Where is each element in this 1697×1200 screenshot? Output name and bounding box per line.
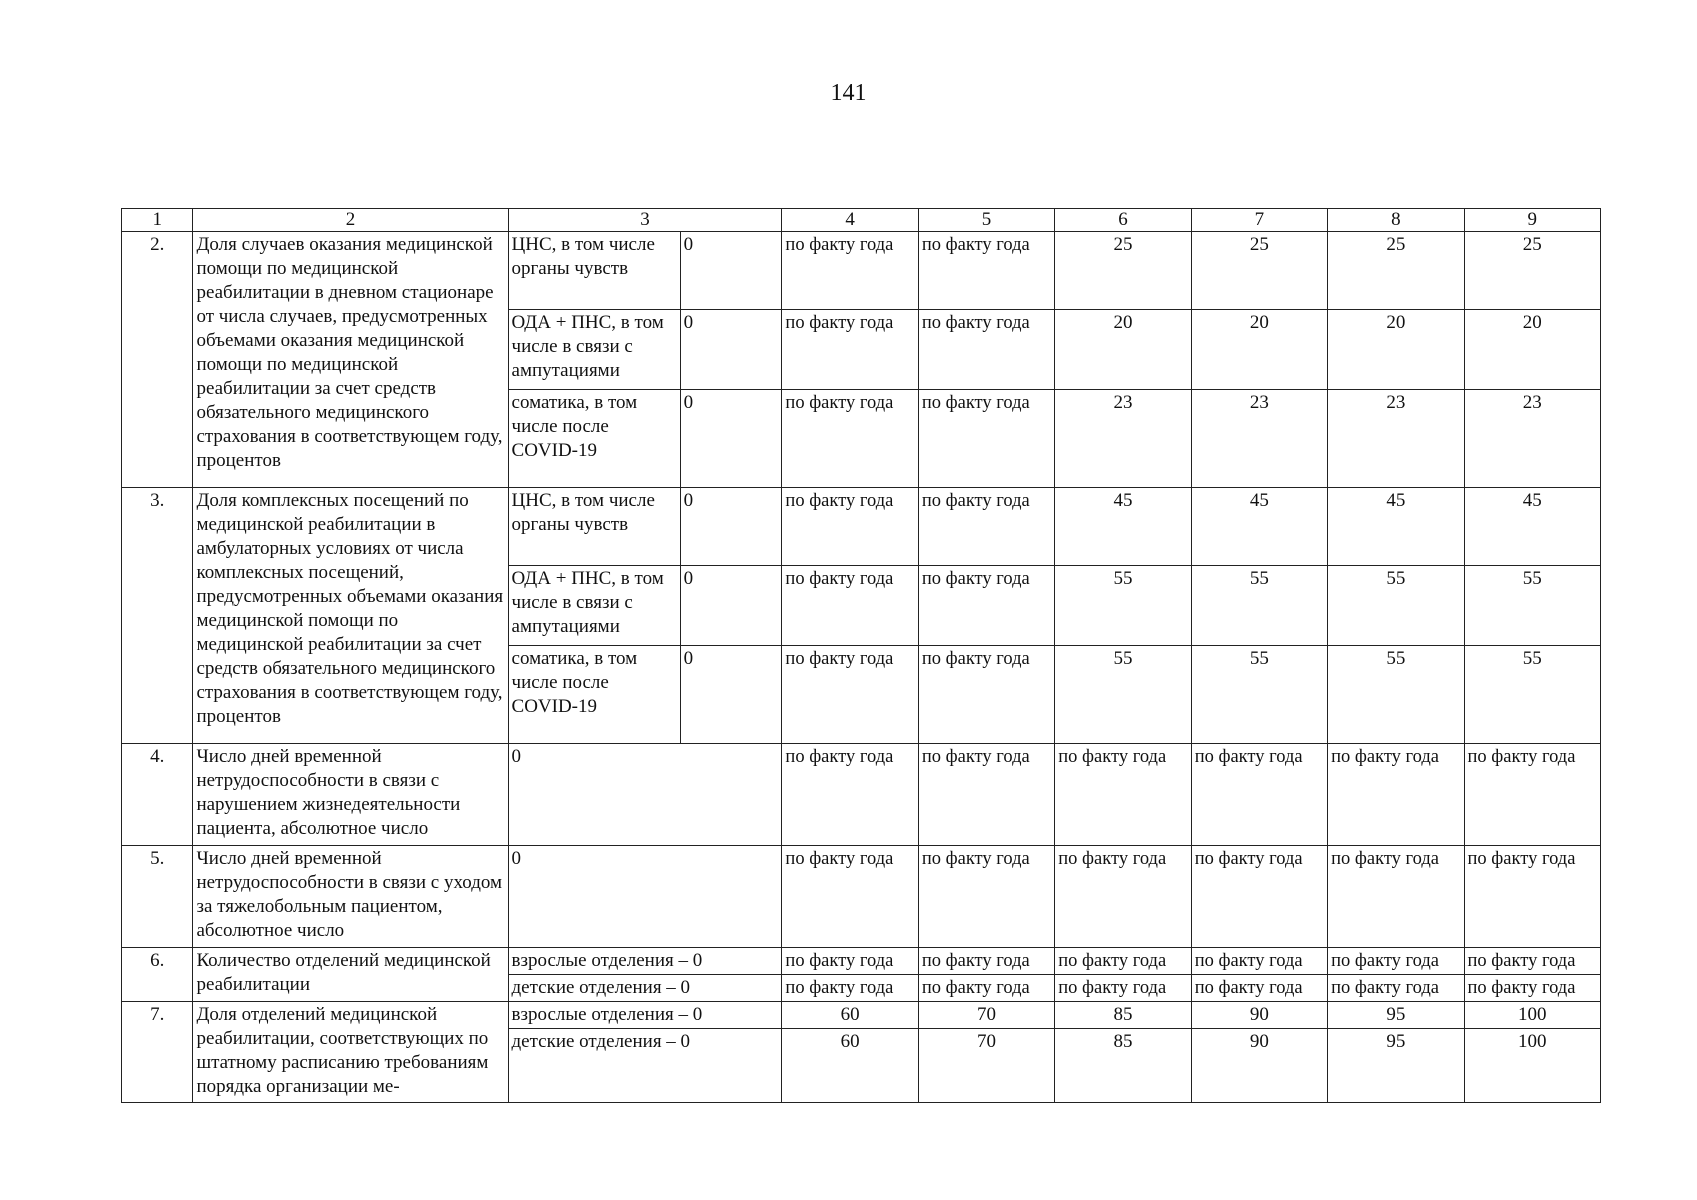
subgroup-label: детские отделения – 0: [508, 1029, 782, 1103]
base-value: 0: [508, 846, 782, 948]
col6-value: 23: [1055, 390, 1191, 488]
subgroup-label: соматика, в том числе после COVID-19: [508, 646, 680, 744]
col9-value: 45: [1464, 488, 1600, 566]
indicators-table: [121, 208, 1601, 1103]
col4-value: по факту года: [782, 744, 918, 846]
table-row: [122, 1002, 1601, 1029]
col4-value: 60: [782, 1002, 918, 1029]
header-col-3: 3: [508, 209, 782, 232]
subgroup-label: ОДА + ПНС, в том числе в связи с ампутациями: [508, 566, 680, 646]
col6-value: 45: [1055, 488, 1191, 566]
indicator-description: Доля комплексных посещений по медицинской реабилитации в амбулаторных условиях от числа комплексных посещений, предусмотренных объемами оказания медицинской помощи по медицинской реабилитации за счет средств обязательного медицинского страхования в соответствующем году, процентов: [193, 488, 508, 744]
col8-value: 55: [1328, 566, 1464, 646]
col8-value: 25: [1328, 232, 1464, 310]
col5-value: по факту года: [918, 948, 1054, 975]
col6-value: 55: [1055, 566, 1191, 646]
col6-value: 25: [1055, 232, 1191, 310]
col9-value: по факту года: [1464, 975, 1600, 1002]
subgroup-label: детские отделения – 0: [508, 975, 782, 1002]
subgroup-label: соматика, в том числе после COVID-19: [508, 390, 680, 488]
col5-value: по факту года: [918, 846, 1054, 948]
col9-value: 23: [1464, 390, 1600, 488]
indicator-description: Число дней временной нетрудоспособности в связи с уходом за тяжелобольным пациентом, абсолютное число: [193, 846, 508, 948]
col8-value: 20: [1328, 310, 1464, 390]
header-col-9: 9: [1464, 209, 1600, 232]
subgroup-label: ЦНС, в том числе органы чувств: [508, 488, 680, 566]
col5-value: по факту года: [918, 566, 1054, 646]
col8-value: по факту года: [1328, 948, 1464, 975]
header-col-1: 1: [122, 209, 193, 232]
indicator-description: Число дней временной нетрудоспособности в связи с нарушением жизнедеятельности пациента, абсолютное число: [193, 744, 508, 846]
base-value: 0: [680, 232, 782, 310]
col4-value: по факту года: [782, 975, 918, 1002]
col8-value: 95: [1328, 1002, 1464, 1029]
col4-value: по факту года: [782, 488, 918, 566]
table-row: [122, 488, 1601, 566]
indicator-description: Доля случаев оказания медицинской помощи по медицинской реабилитации в дневном стационаре от числа случаев, предусмотренных объемами оказания медицинской помощи по медицинской реабилитации за счет средств обязательного медицинского страхования в соответствующем году, процентов: [193, 232, 508, 488]
base-value: 0: [680, 310, 782, 390]
row-number: 2.: [122, 232, 193, 488]
col4-value: по факту года: [782, 948, 918, 975]
col7-value: 23: [1191, 390, 1327, 488]
row-number: 7.: [122, 1002, 193, 1103]
col9-value: 55: [1464, 646, 1600, 744]
header-col-2: 2: [193, 209, 508, 232]
col6-value: по факту года: [1055, 846, 1191, 948]
col4-value: по факту года: [782, 646, 918, 744]
header-col-6: 6: [1055, 209, 1191, 232]
col5-value: по факту года: [918, 488, 1054, 566]
col5-value: 70: [918, 1029, 1054, 1103]
col8-value: 23: [1328, 390, 1464, 488]
col4-value: по факту года: [782, 566, 918, 646]
col6-value: 55: [1055, 646, 1191, 744]
col9-value: 100: [1464, 1029, 1600, 1103]
col6-value: 20: [1055, 310, 1191, 390]
col9-value: по факту года: [1464, 948, 1600, 975]
col7-value: 25: [1191, 232, 1327, 310]
col8-value: 45: [1328, 488, 1464, 566]
col9-value: 55: [1464, 566, 1600, 646]
col5-value: по факту года: [918, 975, 1054, 1002]
header-col-5: 5: [918, 209, 1054, 232]
col6-value: по факту года: [1055, 744, 1191, 846]
row-number: 6.: [122, 948, 193, 1002]
col9-value: 25: [1464, 232, 1600, 310]
col8-value: 95: [1328, 1029, 1464, 1103]
base-value: 0: [680, 488, 782, 566]
col7-value: по факту года: [1191, 846, 1327, 948]
col5-value: 70: [918, 1002, 1054, 1029]
col4-value: по факту года: [782, 310, 918, 390]
indicator-description: Доля отделений медицинской реабилитации, соответствующих по штатному расписанию требованиям порядка организации ме-: [193, 1002, 508, 1103]
subgroup-label: ЦНС, в том числе органы чувств: [508, 232, 680, 310]
col8-value: по факту года: [1328, 846, 1464, 948]
col5-value: по факту года: [918, 646, 1054, 744]
col4-value: 60: [782, 1029, 918, 1103]
subgroup-label: взрослые отделения – 0: [508, 1002, 782, 1029]
indicator-description: Количество отделений медицинской реабилитации: [193, 948, 508, 1002]
col7-value: 20: [1191, 310, 1327, 390]
header-row: [122, 209, 1601, 232]
row-number: 5.: [122, 846, 193, 948]
col9-value: 20: [1464, 310, 1600, 390]
table-row: [122, 744, 1601, 846]
base-value: 0: [680, 566, 782, 646]
col6-value: 85: [1055, 1029, 1191, 1103]
col7-value: 55: [1191, 646, 1327, 744]
col7-value: 90: [1191, 1029, 1327, 1103]
col8-value: 55: [1328, 646, 1464, 744]
col7-value: по факту года: [1191, 744, 1327, 846]
col6-value: 85: [1055, 1002, 1191, 1029]
col4-value: по факту года: [782, 232, 918, 310]
page-number: 141: [830, 80, 867, 106]
subgroup-label: взрослые отделения – 0: [508, 948, 782, 975]
col7-value: 45: [1191, 488, 1327, 566]
base-value: 0: [508, 744, 782, 846]
header-col-8: 8: [1328, 209, 1464, 232]
col8-value: по факту года: [1328, 975, 1464, 1002]
table-row: [122, 846, 1601, 948]
col7-value: 90: [1191, 1002, 1327, 1029]
row-number: 3.: [122, 488, 193, 744]
header-col-7: 7: [1191, 209, 1327, 232]
subgroup-label: ОДА + ПНС, в том числе в связи с ампутациями: [508, 310, 680, 390]
col6-value: по факту года: [1055, 948, 1191, 975]
col5-value: по факту года: [918, 310, 1054, 390]
col8-value: по факту года: [1328, 744, 1464, 846]
col7-value: 55: [1191, 566, 1327, 646]
row-number: 4.: [122, 744, 193, 846]
col9-value: по факту года: [1464, 744, 1600, 846]
table-row: [122, 232, 1601, 310]
col9-value: по факту года: [1464, 846, 1600, 948]
header-col-4: 4: [782, 209, 918, 232]
col4-value: по факту года: [782, 390, 918, 488]
col5-value: по факту года: [918, 390, 1054, 488]
col7-value: по факту года: [1191, 975, 1327, 1002]
col4-value: по факту года: [782, 846, 918, 948]
base-value: 0: [680, 390, 782, 488]
table-row: [122, 948, 1601, 975]
col7-value: по факту года: [1191, 948, 1327, 975]
col5-value: по факту года: [918, 232, 1054, 310]
base-value: 0: [680, 646, 782, 744]
col9-value: 100: [1464, 1002, 1600, 1029]
col6-value: по факту года: [1055, 975, 1191, 1002]
col5-value: по факту года: [918, 744, 1054, 846]
